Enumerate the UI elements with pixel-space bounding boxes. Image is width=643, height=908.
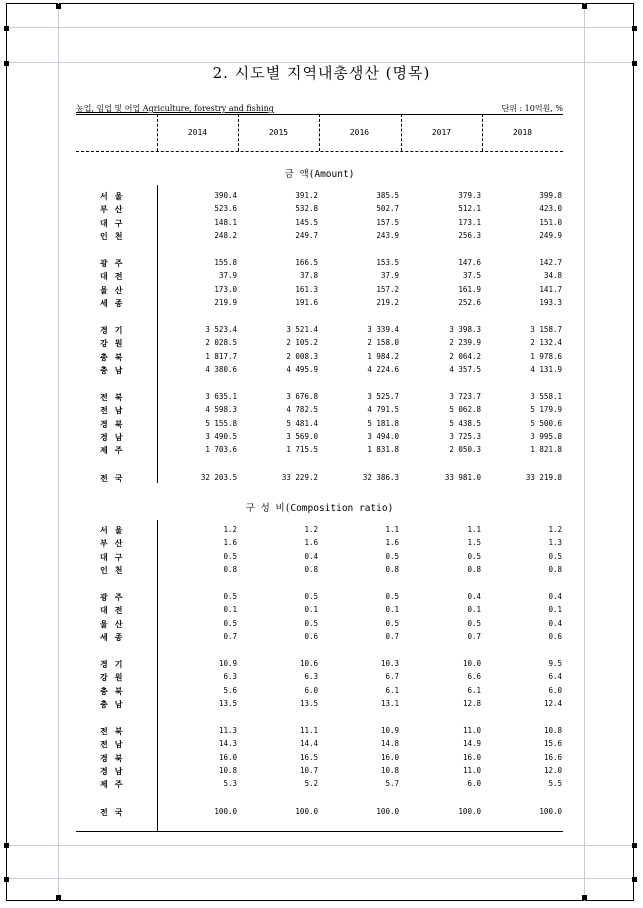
region-label: 충남 bbox=[100, 366, 130, 375]
section-heading: 금 액(Amount) bbox=[284, 169, 355, 180]
selection-handle[interactable] bbox=[582, 4, 587, 9]
value-cell: 0.5 bbox=[385, 591, 399, 601]
value-cell: 4 380.6 bbox=[205, 365, 237, 374]
region-label: 부산 bbox=[100, 539, 130, 549]
value-cell: 37.5 bbox=[462, 271, 481, 281]
selection-handle[interactable] bbox=[632, 26, 637, 31]
value-cell: 16.0 bbox=[462, 752, 481, 762]
region-label: 충북 bbox=[100, 352, 130, 362]
value-cell: 0.6 bbox=[304, 632, 318, 642]
value-cell: 193.3 bbox=[539, 298, 562, 308]
value-cell: 10.6 bbox=[299, 658, 318, 668]
label-column-rule bbox=[157, 520, 158, 831]
value-cell: 523.6 bbox=[214, 204, 237, 214]
value-cell: 16.0 bbox=[218, 752, 237, 762]
value-cell: 3 995.8 bbox=[530, 431, 562, 441]
year-header: 2017 bbox=[431, 128, 452, 137]
value-cell: 37.9 bbox=[218, 271, 237, 281]
value-cell: 2 158.0 bbox=[367, 338, 399, 348]
value-cell: 0.8 bbox=[223, 565, 237, 575]
value-cell: 1.6 bbox=[304, 538, 318, 548]
value-cell: 1.6 bbox=[223, 538, 237, 548]
value-cell: 14.9 bbox=[462, 739, 481, 749]
region-label: 광주 bbox=[100, 592, 130, 602]
value-cell: 0.4 bbox=[548, 591, 562, 601]
value-cell: 1 831.8 bbox=[367, 445, 399, 455]
value-cell: 6.4 bbox=[548, 672, 562, 682]
value-cell: 11.1 bbox=[299, 725, 318, 735]
value-cell: 9.5 bbox=[548, 658, 562, 668]
region-label: 부산 bbox=[100, 205, 130, 215]
value-cell: 148.1 bbox=[214, 217, 237, 227]
value-cell: 0.5 bbox=[304, 591, 318, 601]
value-cell: 249.7 bbox=[295, 231, 318, 241]
value-cell: 4 131.9 bbox=[530, 365, 562, 374]
value-cell: 11.0 bbox=[462, 765, 481, 775]
value-cell: 2 028.5 bbox=[205, 338, 237, 348]
value-cell: 5 155.8 bbox=[205, 418, 237, 428]
value-cell: 13.5 bbox=[218, 699, 237, 708]
value-cell: 10.8 bbox=[543, 725, 562, 735]
value-cell: 385.5 bbox=[376, 191, 399, 200]
value-cell: 10.9 bbox=[380, 725, 399, 735]
value-cell: 153.5 bbox=[376, 257, 399, 267]
value-cell: 10.7 bbox=[299, 765, 318, 775]
value-cell: 1 978.6 bbox=[530, 351, 562, 361]
value-cell: 1 821.8 bbox=[530, 445, 562, 455]
selection-handle[interactable] bbox=[56, 4, 61, 9]
value-cell: 4 357.5 bbox=[449, 365, 481, 374]
selection-handle[interactable] bbox=[632, 877, 637, 882]
value-cell: 4 224.6 bbox=[367, 365, 399, 374]
value-cell: 502.7 bbox=[376, 204, 399, 214]
value-cell: 2 050.3 bbox=[449, 445, 481, 455]
region-label: 경남 bbox=[100, 766, 130, 776]
value-cell: 16.6 bbox=[543, 752, 562, 762]
region-label: 인천 bbox=[100, 232, 130, 242]
value-cell: 1.2 bbox=[304, 525, 318, 534]
total-value-cell: 100.0 bbox=[539, 806, 562, 816]
value-cell: 0.1 bbox=[223, 605, 237, 615]
region-label: 울산 bbox=[100, 285, 130, 295]
value-cell: 2 064.2 bbox=[449, 351, 481, 361]
value-cell: 5.6 bbox=[223, 685, 237, 695]
value-cell: 219.2 bbox=[376, 298, 399, 308]
selection-handle[interactable] bbox=[4, 26, 9, 31]
value-cell: 1.5 bbox=[467, 538, 481, 548]
value-cell: 191.6 bbox=[295, 298, 318, 308]
value-cell: 1.1 bbox=[467, 525, 481, 534]
value-cell: 11.3 bbox=[218, 725, 237, 735]
value-cell: 12.4 bbox=[543, 699, 562, 708]
total-value-cell: 32 203.5 bbox=[200, 472, 237, 482]
value-cell: 4 782.5 bbox=[286, 405, 318, 415]
total-value-cell: 33 219.8 bbox=[525, 472, 562, 482]
year-header: 2014 bbox=[187, 128, 208, 137]
guide-line bbox=[58, 3, 59, 901]
value-cell: 13.5 bbox=[299, 699, 318, 708]
value-cell: 1 703.6 bbox=[205, 445, 237, 455]
total-value-cell: 100.0 bbox=[214, 806, 237, 816]
value-cell: 3 339.4 bbox=[367, 324, 399, 334]
value-cell: 6.0 bbox=[467, 779, 481, 789]
value-cell: 5.7 bbox=[385, 779, 399, 789]
value-cell: 6.1 bbox=[467, 685, 481, 695]
value-cell: 0.6 bbox=[548, 632, 562, 642]
value-cell: 0.4 bbox=[548, 618, 562, 628]
value-cell: 1 984.2 bbox=[367, 351, 399, 361]
guide-line bbox=[6, 845, 634, 846]
value-cell: 2 008.3 bbox=[286, 351, 318, 361]
value-cell: 11.0 bbox=[462, 725, 481, 735]
value-cell: 0.5 bbox=[385, 551, 399, 561]
value-cell: 10.0 bbox=[462, 658, 481, 668]
value-cell: 0.8 bbox=[467, 565, 481, 575]
value-cell: 6.6 bbox=[467, 672, 481, 682]
value-cell: 3 676.8 bbox=[286, 391, 318, 401]
value-cell: 2 132.4 bbox=[530, 338, 562, 348]
value-cell: 10.8 bbox=[380, 765, 399, 775]
year-header: 2018 bbox=[512, 128, 533, 137]
total-value-cell: 33 981.0 bbox=[444, 472, 481, 482]
region-label: 서울 bbox=[100, 192, 130, 201]
value-cell: 3 158.7 bbox=[530, 324, 562, 334]
value-cell: 16.0 bbox=[380, 752, 399, 762]
unit-label: 단위 : 10억원, % bbox=[501, 104, 563, 113]
value-cell: 0.1 bbox=[548, 605, 562, 615]
value-cell: 147.6 bbox=[458, 257, 481, 267]
selection-handle[interactable] bbox=[4, 877, 9, 882]
value-cell: 166.5 bbox=[295, 257, 318, 267]
region-label: 전북 bbox=[100, 726, 130, 736]
value-cell: 142.7 bbox=[539, 257, 562, 267]
value-cell: 5 179.9 bbox=[530, 405, 562, 415]
value-cell: 399.8 bbox=[539, 191, 562, 200]
value-cell: 6.3 bbox=[304, 672, 318, 682]
value-cell: 532.8 bbox=[295, 204, 318, 214]
label-column-rule bbox=[157, 185, 158, 483]
value-cell: 1.3 bbox=[548, 538, 562, 548]
selection-handle[interactable] bbox=[56, 895, 61, 900]
value-cell: 6.0 bbox=[548, 685, 562, 695]
value-cell: 5.3 bbox=[223, 779, 237, 789]
value-cell: 252.6 bbox=[458, 298, 481, 308]
selection-handle[interactable] bbox=[4, 843, 9, 848]
value-cell: 3 525.7 bbox=[367, 391, 399, 401]
value-cell: 0.5 bbox=[223, 618, 237, 628]
value-cell: 173.1 bbox=[458, 217, 481, 227]
value-cell: 6.3 bbox=[223, 672, 237, 682]
value-cell: 5 062.8 bbox=[449, 405, 481, 415]
total-row-label: 전국 bbox=[100, 473, 130, 483]
value-cell: 0.5 bbox=[304, 618, 318, 628]
region-label: 인천 bbox=[100, 566, 130, 576]
selection-handle[interactable] bbox=[582, 895, 587, 900]
value-cell: 0.7 bbox=[467, 632, 481, 642]
region-label: 울산 bbox=[100, 619, 130, 629]
value-cell: 3 635.1 bbox=[205, 391, 237, 401]
value-cell: 4 495.9 bbox=[286, 365, 318, 374]
value-cell: 14.4 bbox=[299, 739, 318, 749]
value-cell: 243.9 bbox=[376, 231, 399, 241]
region-label: 전북 bbox=[100, 392, 130, 402]
value-cell: 1 715.5 bbox=[286, 445, 318, 455]
value-cell: 512.1 bbox=[458, 204, 481, 214]
value-cell: 13.1 bbox=[380, 699, 399, 708]
region-label: 경남 bbox=[100, 432, 130, 442]
value-cell: 0.5 bbox=[223, 551, 237, 561]
value-cell: 157.2 bbox=[376, 284, 399, 294]
value-cell: 37.9 bbox=[380, 271, 399, 281]
value-cell: 0.5 bbox=[467, 618, 481, 628]
value-cell: 3 723.7 bbox=[449, 391, 481, 401]
value-cell: 248.2 bbox=[214, 231, 237, 241]
region-label: 전남 bbox=[100, 740, 130, 750]
value-cell: 15.6 bbox=[543, 739, 562, 749]
page-title: 2. 시도별 지역내총생산 (명목) bbox=[212, 64, 431, 82]
value-cell: 256.3 bbox=[458, 231, 481, 241]
region-label: 세종 bbox=[100, 633, 130, 643]
header-rule bbox=[76, 151, 563, 152]
table-bottom-rule bbox=[76, 831, 563, 832]
value-cell: 0.4 bbox=[304, 551, 318, 561]
value-cell: 1 817.7 bbox=[205, 351, 237, 361]
value-cell: 2 105.2 bbox=[286, 338, 318, 348]
region-label: 경북 bbox=[100, 753, 130, 763]
value-cell: 0.4 bbox=[467, 591, 481, 601]
value-cell: 3 558.1 bbox=[530, 391, 562, 401]
region-label: 대전 bbox=[100, 272, 130, 282]
value-cell: 10.9 bbox=[218, 658, 237, 668]
value-cell: 1.1 bbox=[385, 525, 399, 534]
value-cell: 6.0 bbox=[304, 685, 318, 695]
value-cell: 423.0 bbox=[539, 204, 562, 214]
value-cell: 390.4 bbox=[214, 191, 237, 200]
region-label: 경북 bbox=[100, 419, 130, 429]
total-row-label: 전국 bbox=[100, 807, 130, 817]
region-label: 경기 bbox=[100, 325, 130, 335]
value-cell: 5.2 bbox=[304, 779, 318, 789]
value-cell: 379.3 bbox=[458, 191, 481, 200]
value-cell: 3 725.3 bbox=[449, 431, 481, 441]
value-cell: 0.1 bbox=[385, 605, 399, 615]
region-label: 대구 bbox=[100, 552, 130, 562]
value-cell: 16.5 bbox=[299, 752, 318, 762]
value-cell: 0.7 bbox=[385, 632, 399, 642]
value-cell: 0.5 bbox=[223, 591, 237, 601]
region-label: 세종 bbox=[100, 299, 130, 309]
value-cell: 1.2 bbox=[223, 525, 237, 534]
guide-line bbox=[6, 878, 634, 879]
value-cell: 173.0 bbox=[214, 284, 237, 294]
value-cell: 0.8 bbox=[304, 565, 318, 575]
value-cell: 6.1 bbox=[385, 685, 399, 695]
value-cell: 14.3 bbox=[218, 739, 237, 749]
value-cell: 14.8 bbox=[380, 739, 399, 749]
value-cell: 391.2 bbox=[295, 191, 318, 200]
value-cell: 0.7 bbox=[223, 632, 237, 642]
value-cell: 1.6 bbox=[385, 538, 399, 548]
region-label: 대전 bbox=[100, 606, 130, 616]
guide-line bbox=[6, 27, 634, 28]
total-value-cell: 100.0 bbox=[376, 806, 399, 816]
value-cell: 219.9 bbox=[214, 298, 237, 308]
value-cell: 3 521.4 bbox=[286, 324, 318, 334]
value-cell: 5.5 bbox=[548, 779, 562, 789]
value-cell: 4 598.3 bbox=[205, 405, 237, 415]
value-cell: 145.5 bbox=[295, 217, 318, 227]
value-cell: 0.5 bbox=[548, 551, 562, 561]
region-label: 광주 bbox=[100, 258, 130, 268]
region-label: 제주 bbox=[100, 780, 130, 790]
value-cell: 5 181.8 bbox=[367, 418, 399, 428]
value-cell: 5 481.4 bbox=[286, 418, 318, 428]
value-cell: 12.0 bbox=[543, 765, 562, 775]
year-header: 2016 bbox=[349, 128, 370, 137]
value-cell: 37.8 bbox=[299, 271, 318, 281]
value-cell: 161.3 bbox=[295, 284, 318, 294]
total-value-cell: 100.0 bbox=[458, 806, 481, 816]
value-cell: 10.8 bbox=[218, 765, 237, 775]
value-cell: 157.5 bbox=[376, 217, 399, 227]
value-cell: 12.8 bbox=[462, 699, 481, 708]
total-value-cell: 32 386.3 bbox=[362, 472, 399, 482]
value-cell: 0.5 bbox=[385, 618, 399, 628]
value-cell: 10.3 bbox=[380, 658, 399, 668]
value-cell: 4 791.5 bbox=[367, 405, 399, 415]
value-cell: 249.9 bbox=[539, 231, 562, 241]
value-cell: 3 398.3 bbox=[449, 324, 481, 334]
region-label: 경기 bbox=[100, 659, 130, 669]
value-cell: 1.2 bbox=[548, 525, 562, 534]
region-label: 강원 bbox=[100, 339, 130, 349]
value-cell: 3 569.0 bbox=[286, 431, 318, 441]
guide-line bbox=[584, 3, 585, 901]
total-value-cell: 33 229.2 bbox=[281, 472, 318, 482]
value-cell: 0.8 bbox=[548, 565, 562, 575]
value-cell: 34.8 bbox=[543, 271, 562, 281]
value-cell: 5 500.6 bbox=[530, 418, 562, 428]
region-label: 제주 bbox=[100, 446, 130, 456]
region-label: 대구 bbox=[100, 218, 130, 228]
industry-label: 농업, 임업 및 어업 Agriculture, forestry and fishing bbox=[76, 104, 274, 113]
section-heading: 구 성 비(Composition ratio) bbox=[245, 503, 394, 514]
value-cell: 141.7 bbox=[539, 284, 562, 294]
region-label: 강원 bbox=[100, 673, 130, 683]
region-label: 충남 bbox=[100, 700, 130, 709]
region-label: 서울 bbox=[100, 526, 130, 535]
region-label: 충북 bbox=[100, 686, 130, 696]
value-cell: 0.5 bbox=[467, 551, 481, 561]
value-cell: 3 490.5 bbox=[205, 431, 237, 441]
total-value-cell: 100.0 bbox=[295, 806, 318, 816]
value-cell: 0.8 bbox=[385, 565, 399, 575]
region-label: 전남 bbox=[100, 406, 130, 416]
selection-handle[interactable] bbox=[632, 843, 637, 848]
value-cell: 6.7 bbox=[385, 672, 399, 682]
value-cell: 5 438.5 bbox=[449, 418, 481, 428]
year-header: 2015 bbox=[268, 128, 289, 137]
value-cell: 161.9 bbox=[458, 284, 481, 294]
value-cell: 151.0 bbox=[539, 217, 562, 227]
value-cell: 0.1 bbox=[467, 605, 481, 615]
value-cell: 155.8 bbox=[214, 257, 237, 267]
value-cell: 0.1 bbox=[304, 605, 318, 615]
value-cell: 3 523.4 bbox=[205, 324, 237, 334]
value-cell: 2 239.9 bbox=[449, 338, 481, 348]
value-cell: 3 494.0 bbox=[367, 431, 399, 441]
